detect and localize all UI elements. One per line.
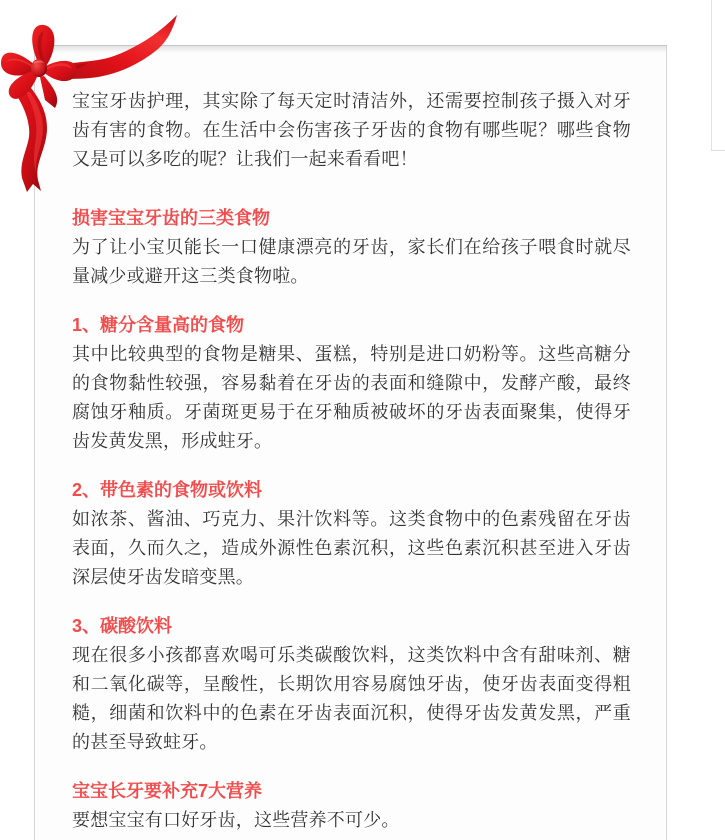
section-body-carbonated-drinks: 现在很多小孩都喜欢喝可乐类碳酸饮料，这类饮料中含有甜味剂、糖和二氧化碳等，呈酸性，长期饮用容易腐蚀牙齿，使牙齿表面变得粗糙，细菌和饮料中的色素在牙齿表面沉积，使得牙齿发黄发黑，严重的甚至导致蛀牙。 — [72, 645, 631, 752]
intro-paragraph: 宝宝牙齿护理，其实除了每天定时清洁外，还需要控制孩子摄入对牙齿有害的食物。在生活中会伤害孩子牙齿的食物有哪些呢？哪些食物又是可以多吃的呢？让我们一起来看看吧！ — [72, 91, 631, 169]
article-content — [35, 46, 666, 840]
section-body-seven-nutrients: 要想宝宝有口好牙齿，这些营养不可少。 — [72, 810, 400, 830]
section-heading-pigmented-foods: 2、带色素的食物或饮料 — [72, 480, 263, 500]
section-body-sugary-foods: 其中比较典型的食物是糖果、蛋糕，特别是进口奶粉等。这些高糖分的食物黏性较强，容易黏着在牙齿的表面和缝隙中，发酵产酸，最终腐蚀牙釉质。牙菌斑更易于在牙釉质被破坏的牙齿表面聚集，使得牙齿发黄发黑，形成蛀牙。 — [72, 344, 631, 451]
section-heading-sugary-foods: 1、糖分含量高的食物 — [72, 315, 245, 335]
section-heading-damaging-foods: 损害宝宝牙齿的三类食物 — [72, 208, 270, 228]
article-card — [34, 45, 667, 840]
section-body-pigmented-foods: 如浓茶、酱油、巧克力、果汁饮料等。这类食物中的色素残留在牙齿表面，久而久之，造成外源性色素沉积，这些色素沉积甚至进入牙齿深层使牙齿发暗变黑。 — [72, 509, 631, 587]
top-right-panel-edge — [711, 0, 725, 151]
section-heading-seven-nutrients: 宝宝长牙要补充7大营养 — [72, 781, 263, 801]
section-body-damaging-foods: 为了让小宝贝能长一口健康漂亮的牙齿，家长们在给孩子喂食时就尽量减少或避开这三类食物啦。 — [72, 237, 631, 286]
section-heading-carbonated-drinks: 3、碳酸饮料 — [72, 616, 173, 636]
